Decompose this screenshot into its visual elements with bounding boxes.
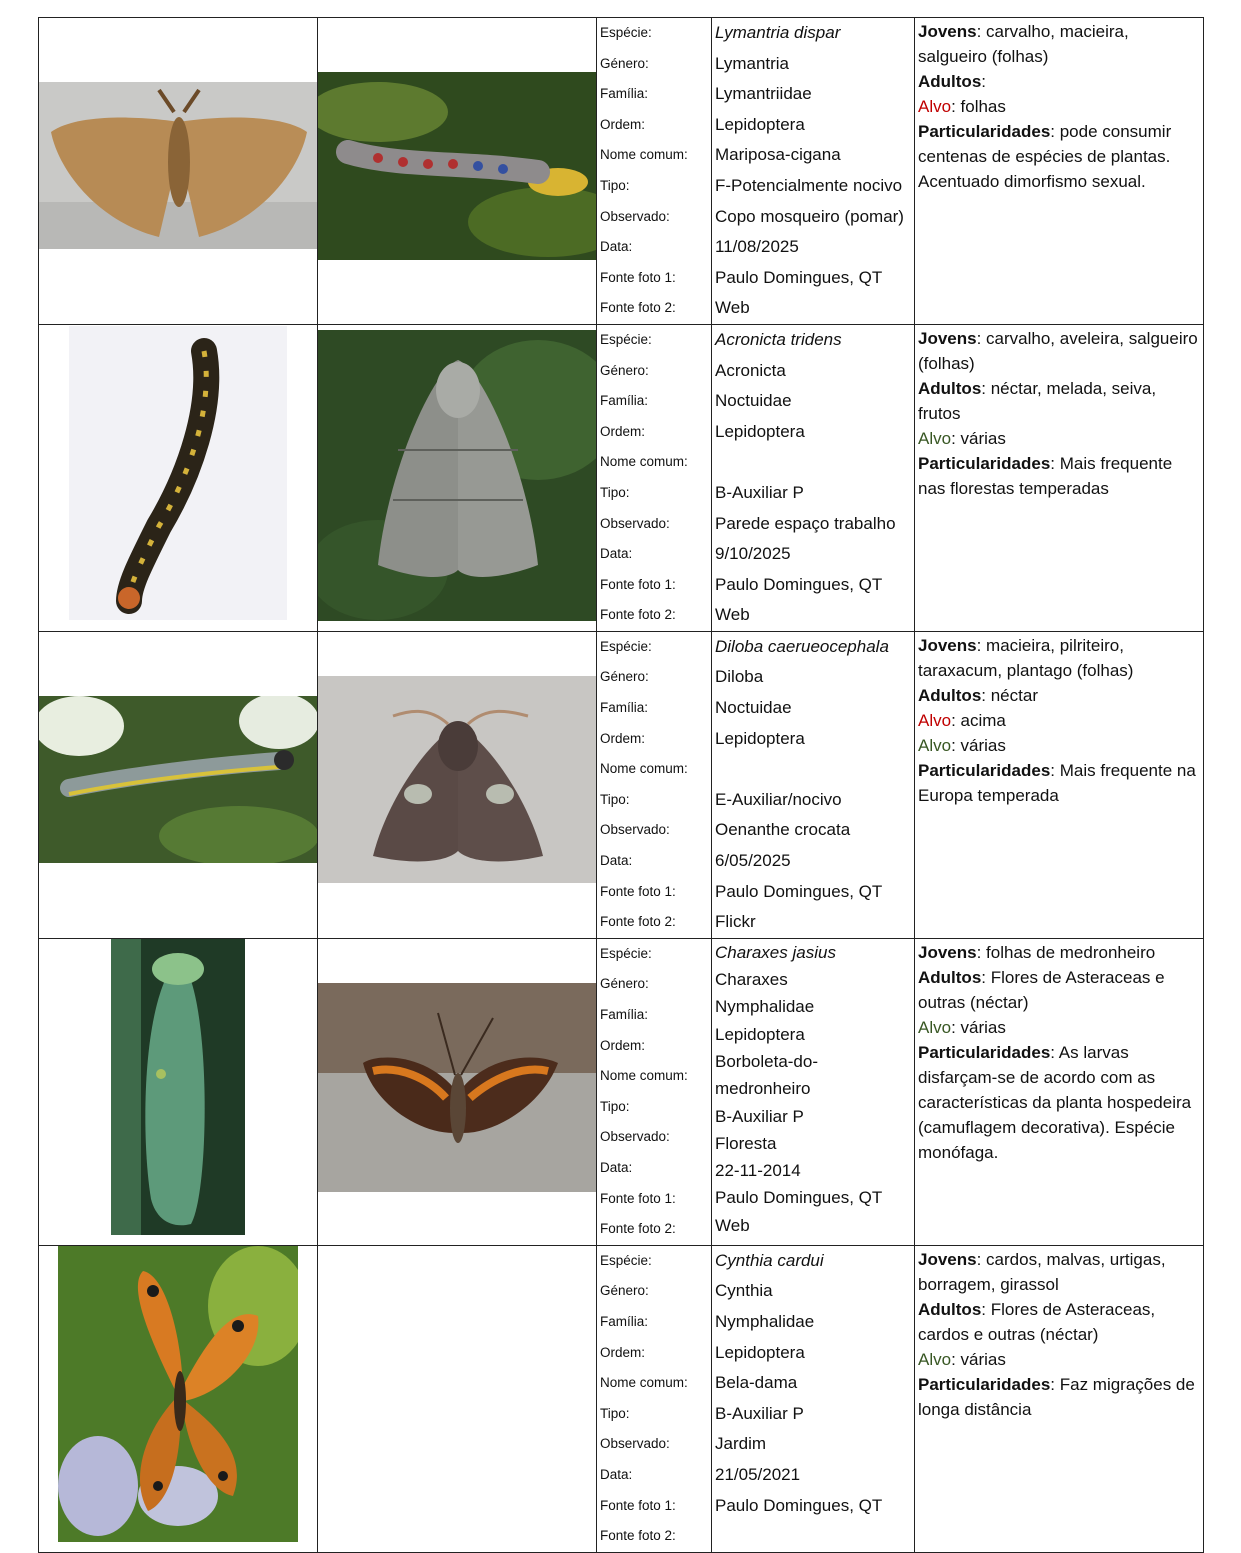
label-data: Data: <box>600 1466 633 1482</box>
note-adultos: Adultos: Flores de Asteraceas e outras (néctar) <box>918 967 1165 1012</box>
value-tipo: B-Auxiliar P <box>715 1106 804 1126</box>
photo-cell-1 <box>39 938 318 1245</box>
note-alvo: Alvo: várias <box>918 1017 1006 1037</box>
value-especie: Acronicta tridens <box>715 329 842 349</box>
value-genero: Lymantria <box>715 53 790 73</box>
note-jovens: Jovens: macieira, pilriteiro, taraxacum, plantago (folhas) <box>918 635 1134 680</box>
value-fonte-1: Paulo Domingues, QT <box>715 881 883 901</box>
label-tipo: Tipo: <box>600 1405 630 1421</box>
acronicta-moth-photo <box>318 330 597 621</box>
label-nome-comum: Nome comum: <box>600 454 688 470</box>
value-fonte-2: Web <box>715 298 750 318</box>
label-ordem: Ordem: <box>600 1037 646 1053</box>
table-row <box>39 938 1204 1245</box>
label-genero: Género: <box>600 976 649 992</box>
label-tipo: Tipo: <box>600 1098 630 1114</box>
charaxes-butterfly-photo <box>318 983 597 1192</box>
value-ordem: Lepidoptera <box>715 728 805 748</box>
notes-cell <box>915 938 1204 1245</box>
label-fonte-foto-1: Fonte foto 1: <box>600 1497 676 1513</box>
label-fonte-foto-2: Fonte foto 2: <box>600 914 676 930</box>
label-tipo: Tipo: <box>600 791 630 807</box>
values-cell <box>712 938 915 1245</box>
note-alvo: Alvo: acima <box>918 710 1006 730</box>
values-cell <box>712 1245 915 1552</box>
label-tipo: Tipo: <box>600 177 630 193</box>
value-nome-comum <box>712 754 914 785</box>
table-row <box>39 631 1204 938</box>
note-adultos: Adultos: néctar, melada, seiva, frutos <box>918 378 1157 423</box>
label-genero: Género: <box>600 669 649 685</box>
photo-cell-1 <box>39 631 318 938</box>
value-observado: Oenanthe crocata <box>715 820 851 840</box>
label-data: Data: <box>600 546 633 562</box>
value-familia: Noctuidae <box>715 391 792 411</box>
value-ordem: Lepidoptera <box>715 421 805 441</box>
value-genero: Charaxes <box>715 970 788 990</box>
label-fonte-foto-2: Fonte foto 2: <box>600 607 676 623</box>
note-particularidades: Particularidades: Mais frequente nas florestas temperadas <box>918 453 1173 498</box>
note-adultos: Adultos: Flores de Asteraceas, cardos e outras (néctar) <box>918 1299 1156 1344</box>
note-jovens: Jovens: cardos, malvas, urtigas, borragem, girassol <box>918 1249 1166 1294</box>
label-fonte-foto-1: Fonte foto 1: <box>600 883 676 899</box>
value-ordem: Lepidoptera <box>715 114 805 134</box>
photo-cell-2 <box>318 938 597 1245</box>
value-data: 6/05/2025 <box>715 851 791 871</box>
value-ordem: Lepidoptera <box>715 1342 805 1362</box>
labels-cell <box>597 324 712 631</box>
values-cell <box>712 18 915 325</box>
label-nome-comum: Nome comum: <box>600 761 688 777</box>
value-tipo: E-Auxiliar/nocivo <box>715 789 842 809</box>
value-observado: Parede espaço trabalho <box>715 513 896 533</box>
label-data: Data: <box>600 239 633 255</box>
label-observado: Observado: <box>600 515 670 531</box>
label-especie: Espécie: <box>600 331 652 347</box>
value-fonte-2: Flickr <box>715 912 756 932</box>
value-tipo: F-Potencialmente nocivo <box>715 175 903 195</box>
note-alvo-2: Alvo: várias <box>918 735 1006 755</box>
notes-cell <box>915 631 1204 938</box>
value-especie: Lymantria dispar <box>715 23 841 42</box>
label-familia: Família: <box>600 1313 649 1329</box>
label-ordem: Ordem: <box>600 730 646 746</box>
labels-cell <box>597 631 712 938</box>
label-fonte-foto-2: Fonte foto 2: <box>600 1221 676 1237</box>
label-familia: Família: <box>600 700 649 716</box>
value-especie: Charaxes jasius <box>715 942 836 962</box>
value-genero: Diloba <box>715 667 764 687</box>
label-ordem: Ordem: <box>600 423 646 439</box>
value-fonte-2: Web <box>715 605 750 625</box>
value-especie: Diloba caerueocephala <box>715 636 889 656</box>
note-particularidades: Particularidades: pode consumir centenas de espécies de plantas. Acentuado dimorfismo sexual. <box>918 122 1172 191</box>
gypsy-moth-adult-photo <box>39 82 318 249</box>
label-nome-comum: Nome comum: <box>600 1068 688 1084</box>
species-table <box>38 17 1204 1553</box>
label-ordem: Ordem: <box>600 1344 646 1360</box>
label-nome-comum: Nome comum: <box>600 147 688 163</box>
note-jovens: Jovens: carvalho, macieira, salgueiro (folhas) <box>918 22 1129 66</box>
labels-cell <box>597 18 712 325</box>
note-particularidades: Particularidades: Mais frequente na Europa temperada <box>918 760 1196 805</box>
value-observado: Jardim <box>715 1434 767 1454</box>
values-cell <box>712 324 915 631</box>
label-data: Data: <box>600 1159 633 1175</box>
value-genero: Acronicta <box>715 360 786 380</box>
label-observado: Observado: <box>600 1129 670 1145</box>
value-familia: Lymantriidae <box>715 84 812 104</box>
label-genero: Género: <box>600 1283 649 1299</box>
gypsy-moth-caterpillar-photo <box>318 72 597 260</box>
label-fonte-foto-2: Fonte foto 2: <box>600 300 676 316</box>
value-ordem: Lepidoptera <box>715 1024 805 1044</box>
label-especie: Espécie: <box>600 638 652 654</box>
table-row <box>39 324 1204 631</box>
value-data: 22-11-2014 <box>715 1161 801 1181</box>
label-fonte-foto-1: Fonte foto 1: <box>600 576 676 592</box>
note-alvo: Alvo: várias <box>918 428 1006 448</box>
value-familia: Nymphalidae <box>715 997 815 1017</box>
note-particularidades: Particularidades: Faz migrações de longa distância <box>918 1374 1195 1419</box>
value-nome-comum: Borboleta-do- <box>715 1052 819 1071</box>
value-tipo: B-Auxiliar P <box>715 482 804 502</box>
painted-lady-butterfly-photo <box>58 1246 298 1542</box>
value-genero: Cynthia <box>715 1281 773 1301</box>
label-familia: Família: <box>600 86 649 102</box>
label-ordem: Ordem: <box>600 116 646 132</box>
value-fonte-1: Paulo Domingues, QT <box>715 1188 883 1208</box>
photo-cell-1 <box>39 324 318 631</box>
value-familia: Noctuidae <box>715 698 792 718</box>
value-nome-comum <box>712 447 914 478</box>
note-jovens: Jovens: folhas de medronheiro <box>918 942 1156 962</box>
value-tipo: B-Auxiliar P <box>715 1403 804 1423</box>
label-genero: Género: <box>600 55 649 71</box>
values-cell <box>712 631 915 938</box>
notes-cell <box>915 1245 1204 1552</box>
photo-cell-1 <box>39 18 318 325</box>
label-familia: Família: <box>600 1007 649 1022</box>
notes-cell <box>915 324 1204 631</box>
photo-cell-2-empty <box>318 1245 597 1552</box>
note-particularidades: Particularidades: As larvas disfarçam-se de acordo com as características da planta hospedeira (camuflagem decorativa). Espécie monófaga. <box>918 1042 1192 1162</box>
value-nome-comum: Mariposa-cigana <box>715 145 841 165</box>
label-nome-comum: Nome comum: <box>600 1375 688 1391</box>
value-nome-comum: Bela-dama <box>715 1373 798 1393</box>
label-observado: Observado: <box>600 1436 670 1452</box>
value-observado: Floresta <box>715 1133 777 1153</box>
label-especie: Espécie: <box>600 25 652 40</box>
note-adultos: Adultos: néctar <box>918 685 1038 705</box>
value-data: 11/08/2025 <box>715 237 799 257</box>
notes-cell <box>915 18 1204 325</box>
label-data: Data: <box>600 853 633 869</box>
photo-cell-2 <box>318 18 597 325</box>
value-fonte-1: Paulo Domingues, QT <box>715 267 883 287</box>
acronicta-caterpillar-photo <box>69 326 287 620</box>
note-alvo: Alvo: folhas <box>918 97 1006 116</box>
label-familia: Família: <box>600 393 649 409</box>
photo-cell-2 <box>318 631 597 938</box>
label-fonte-foto-2: Fonte foto 2: <box>600 1528 676 1544</box>
note-adultos: Adultos: <box>918 72 987 91</box>
table-row <box>39 1245 1204 1552</box>
value-observado: Copo mosqueiro (pomar) <box>715 206 904 226</box>
label-fonte-foto-1: Fonte foto 1: <box>600 1190 676 1206</box>
label-observado: Observado: <box>600 822 670 838</box>
value-fonte-1: Paulo Domingues, QT <box>715 574 883 594</box>
value-nome-comum-cont: medronheiro <box>715 1079 811 1099</box>
table-row <box>39 18 1204 325</box>
note-jovens: Jovens: carvalho, aveleira, salgueiro (folhas) <box>918 328 1198 373</box>
value-fonte-1: Paulo Domingues, QT <box>715 1495 883 1515</box>
value-especie: Cynthia cardui <box>715 1250 824 1270</box>
label-fonte-foto-1: Fonte foto 1: <box>600 269 676 285</box>
value-data: 9/10/2025 <box>715 544 791 564</box>
diloba-moth-photo <box>318 676 597 883</box>
labels-cell <box>597 938 712 1245</box>
note-alvo: Alvo: várias <box>918 1349 1006 1369</box>
charaxes-caterpillar-photo <box>111 939 245 1235</box>
value-familia: Nymphalidae <box>715 1311 815 1331</box>
value-fonte-2 <box>712 1521 914 1552</box>
label-observado: Observado: <box>600 208 670 224</box>
diloba-caterpillar-photo <box>39 696 318 863</box>
label-genero: Género: <box>600 362 649 378</box>
value-fonte-2: Web <box>715 1215 750 1235</box>
labels-cell <box>597 1245 712 1552</box>
label-especie: Espécie: <box>600 1252 652 1268</box>
label-especie: Espécie: <box>600 945 652 961</box>
label-tipo: Tipo: <box>600 484 630 500</box>
photo-cell-1 <box>39 1245 318 1552</box>
photo-cell-2 <box>318 324 597 631</box>
value-data: 21/05/2021 <box>715 1464 801 1484</box>
